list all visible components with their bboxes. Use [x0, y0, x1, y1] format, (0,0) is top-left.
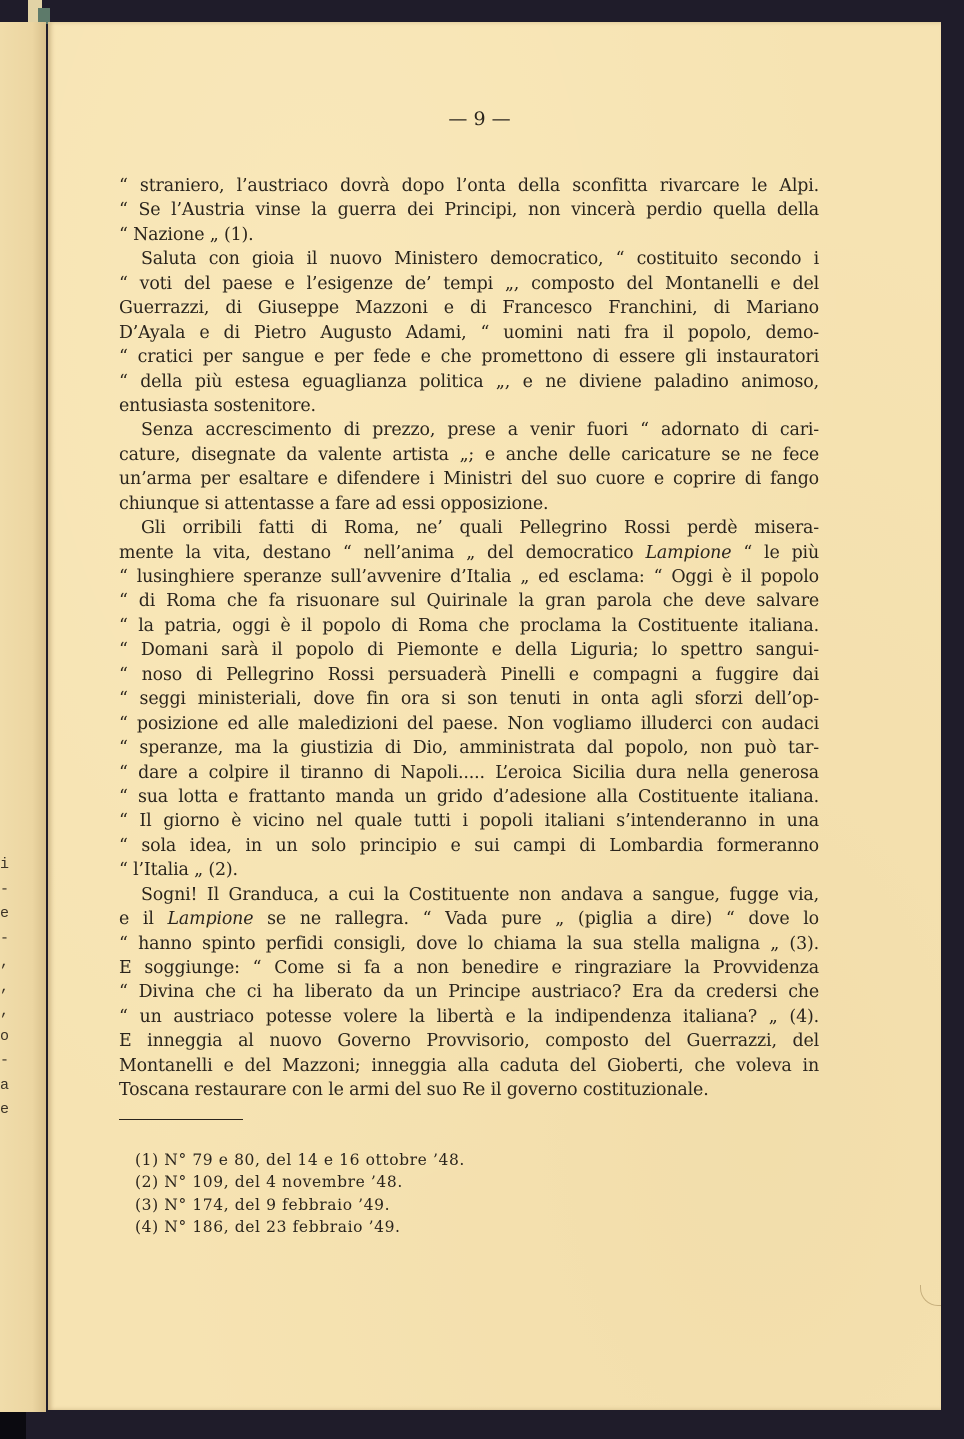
body-text — [119, 174, 819, 1103]
text-line: “ sola idea, in un solo principio e sui campi di Lombardia formeranno — [119, 835, 819, 856]
text-line: “ sua lotta e frattanto manda un grido d’adesione alla Costituente italiana. — [119, 786, 819, 807]
text-line-part: “ le più — [731, 542, 820, 563]
previous-page-fragment: - — [0, 1052, 10, 1069]
text-line: “ la patria, oggi è il popolo di Roma che proclama la Costituente italiana. — [119, 615, 819, 636]
text-line: “ seggi ministeriali, dove fin ora si son tenuti in onta agli sforzi dell’op- — [119, 689, 819, 710]
footnote-separator — [119, 1119, 243, 1120]
paper-crease-mark — [920, 1285, 941, 1306]
text-line: E soggiunge: “ Come si fa a non benedire e ringraziare la Provvidenza — [119, 958, 819, 978]
text-line: “ Il giorno è vicino nel quale tutti i popoli italiani s’intenderanno in una — [119, 811, 819, 832]
text-line: “ noso di Pellegrino Rossi persuaderà Pinelli e compagni a fuggire dai — [119, 664, 819, 685]
text-line: “ voti del paese e l’esigenze de’ tempi „, composto del Montanelli e del — [119, 273, 819, 294]
text-line-part: mente la vita, destano “ nell’anima „ del democratico — [119, 542, 646, 563]
text-line: “ un austriaco potesse volere la libertà e la indipendenza italiana? „ (4). — [119, 1006, 819, 1027]
text-line: “ Nazione „ (1). — [119, 224, 254, 245]
text-line: “ Divina che ci ha liberato da un Principe austriaco? Era da credersi che — [119, 982, 819, 1003]
newspaper-title: Lampione — [645, 542, 732, 563]
footnote: (1) N° 79 e 80, del 14 e 16 ottobre ’48. — [135, 1151, 465, 1169]
text-line: un’arma per esaltare e difendere i Ministri del suo cuore e coprire di fango — [119, 469, 819, 490]
text-line: D’Ayala e di Pietro Augusto Adami, “ uomini nati fra il popolo, demo- — [119, 322, 819, 343]
text-line: Toscana restaurare con le armi del suo Re il governo costituzionale. — [119, 1080, 709, 1101]
book-page — [48, 22, 941, 1410]
previous-page-fragment: , — [0, 978, 10, 996]
footnote: (2) N° 109, del 4 novembre ’48. — [135, 1173, 403, 1192]
text-line: “ posizione ed alle maledizioni del paese. Non vogliamo illuderci con audaci — [119, 713, 819, 734]
text-line-part: e il — [119, 909, 168, 930]
text-line: Senza accrescimento di prezzo, prese a venir fuori “ adornato di cari- — [141, 420, 819, 441]
text-line: Guerrazzi, di Giuseppe Mazzoni e di Francesco Franchini, di Mariano — [119, 298, 819, 319]
previous-page-edge — [0, 22, 46, 1412]
previous-page-fragment: a — [0, 1076, 10, 1094]
text-line: E inneggia al nuovo Governo Provvisorio, composto del Guerrazzi, del — [119, 1031, 819, 1052]
text-line: “ speranze, ma la giustizia di Dio, amministrata dal popolo, non può tar- — [119, 738, 819, 759]
footnotes — [135, 1149, 465, 1239]
text-line: “ straniero, l’austriaco dovrà dopo l’onta della sconfitta rivarcare le Alpi. — [119, 176, 819, 196]
previous-page-fragment: , — [0, 1003, 10, 1020]
text-line: “ della più estesa eguaglianza politica „, e ne diviene paladino animoso, — [119, 371, 819, 392]
text-line: Gli orribili fatti di Roma, ne’ quali Pellegrino Rossi perdè misera- — [141, 518, 819, 539]
previous-page-fragment: o — [0, 1027, 10, 1045]
text-line — [119, 907, 819, 931]
newspaper-title: Lampione — [167, 909, 254, 930]
text-line: Montanelli e del Mazzoni; inneggia alla caduta del Gioberti, che voleva in — [119, 1055, 819, 1076]
text-line: “ cratici per sangue e per fede e che promettono di essere gli instauratori — [119, 347, 819, 368]
text-line: Saluta con gioia il nuovo Ministero democratico, “ costituito secondo i — [141, 249, 819, 270]
text-line — [119, 541, 819, 565]
text-line: “ hanno spinto perfidi consigli, dove lo chiama la sua stella maligna „ (3). — [119, 933, 819, 954]
text-line: “ l’Italia „ (2). — [119, 860, 238, 881]
previous-page-fragment: , — [0, 954, 10, 971]
scan-background-corner — [0, 1412, 26, 1439]
previous-page-fragment: i — [0, 856, 10, 873]
text-line: “ Se l’Austria vinse la guerra dei Principi, non vincerà perdio quella della — [119, 200, 819, 221]
footnote: (4) N° 186, del 23 febbraio ’49. — [135, 1218, 401, 1237]
text-line: entusiasta sostenitore. — [119, 395, 316, 416]
text-line: “ Domani sarà il popolo di Piemonte e della Liguria; lo spettro sangui- — [119, 640, 819, 661]
previous-page-fragment: - — [0, 880, 10, 898]
text-line: chiunque si attentasse a fare ad essi opposizione. — [119, 493, 549, 514]
text-line: Sogni! Il Granduca, a cui la Costituente non andava a sangue, fugge via, — [141, 884, 819, 905]
previous-page-fragment: e — [0, 905, 10, 922]
previous-page-fragment: - — [0, 929, 10, 947]
text-line: “ dare a colpire il tiranno di Napoli..... L’eroica Sicilia dura nella generosa — [119, 762, 819, 783]
text-line: “ di Roma che fa risuonare sul Quirinale la gran parola che deve salvare — [119, 591, 819, 612]
previous-page-fragment: e — [0, 1101, 10, 1118]
text-line: cature, disegnate da valente artista „; e anche delle caricature se ne fece — [119, 444, 819, 465]
page-number: — 9 — — [448, 108, 511, 130]
text-line: “ lusinghiere speranze sull’avvenire d’Italia „ ed esclama: “ Oggi è il popolo — [119, 567, 819, 587]
text-line-part: se ne rallegra. “ Vada pure „ (piglia a dire) “ dove lo — [253, 909, 819, 930]
footnote: (3) N° 174, del 9 febbraio ’49. — [135, 1195, 391, 1214]
